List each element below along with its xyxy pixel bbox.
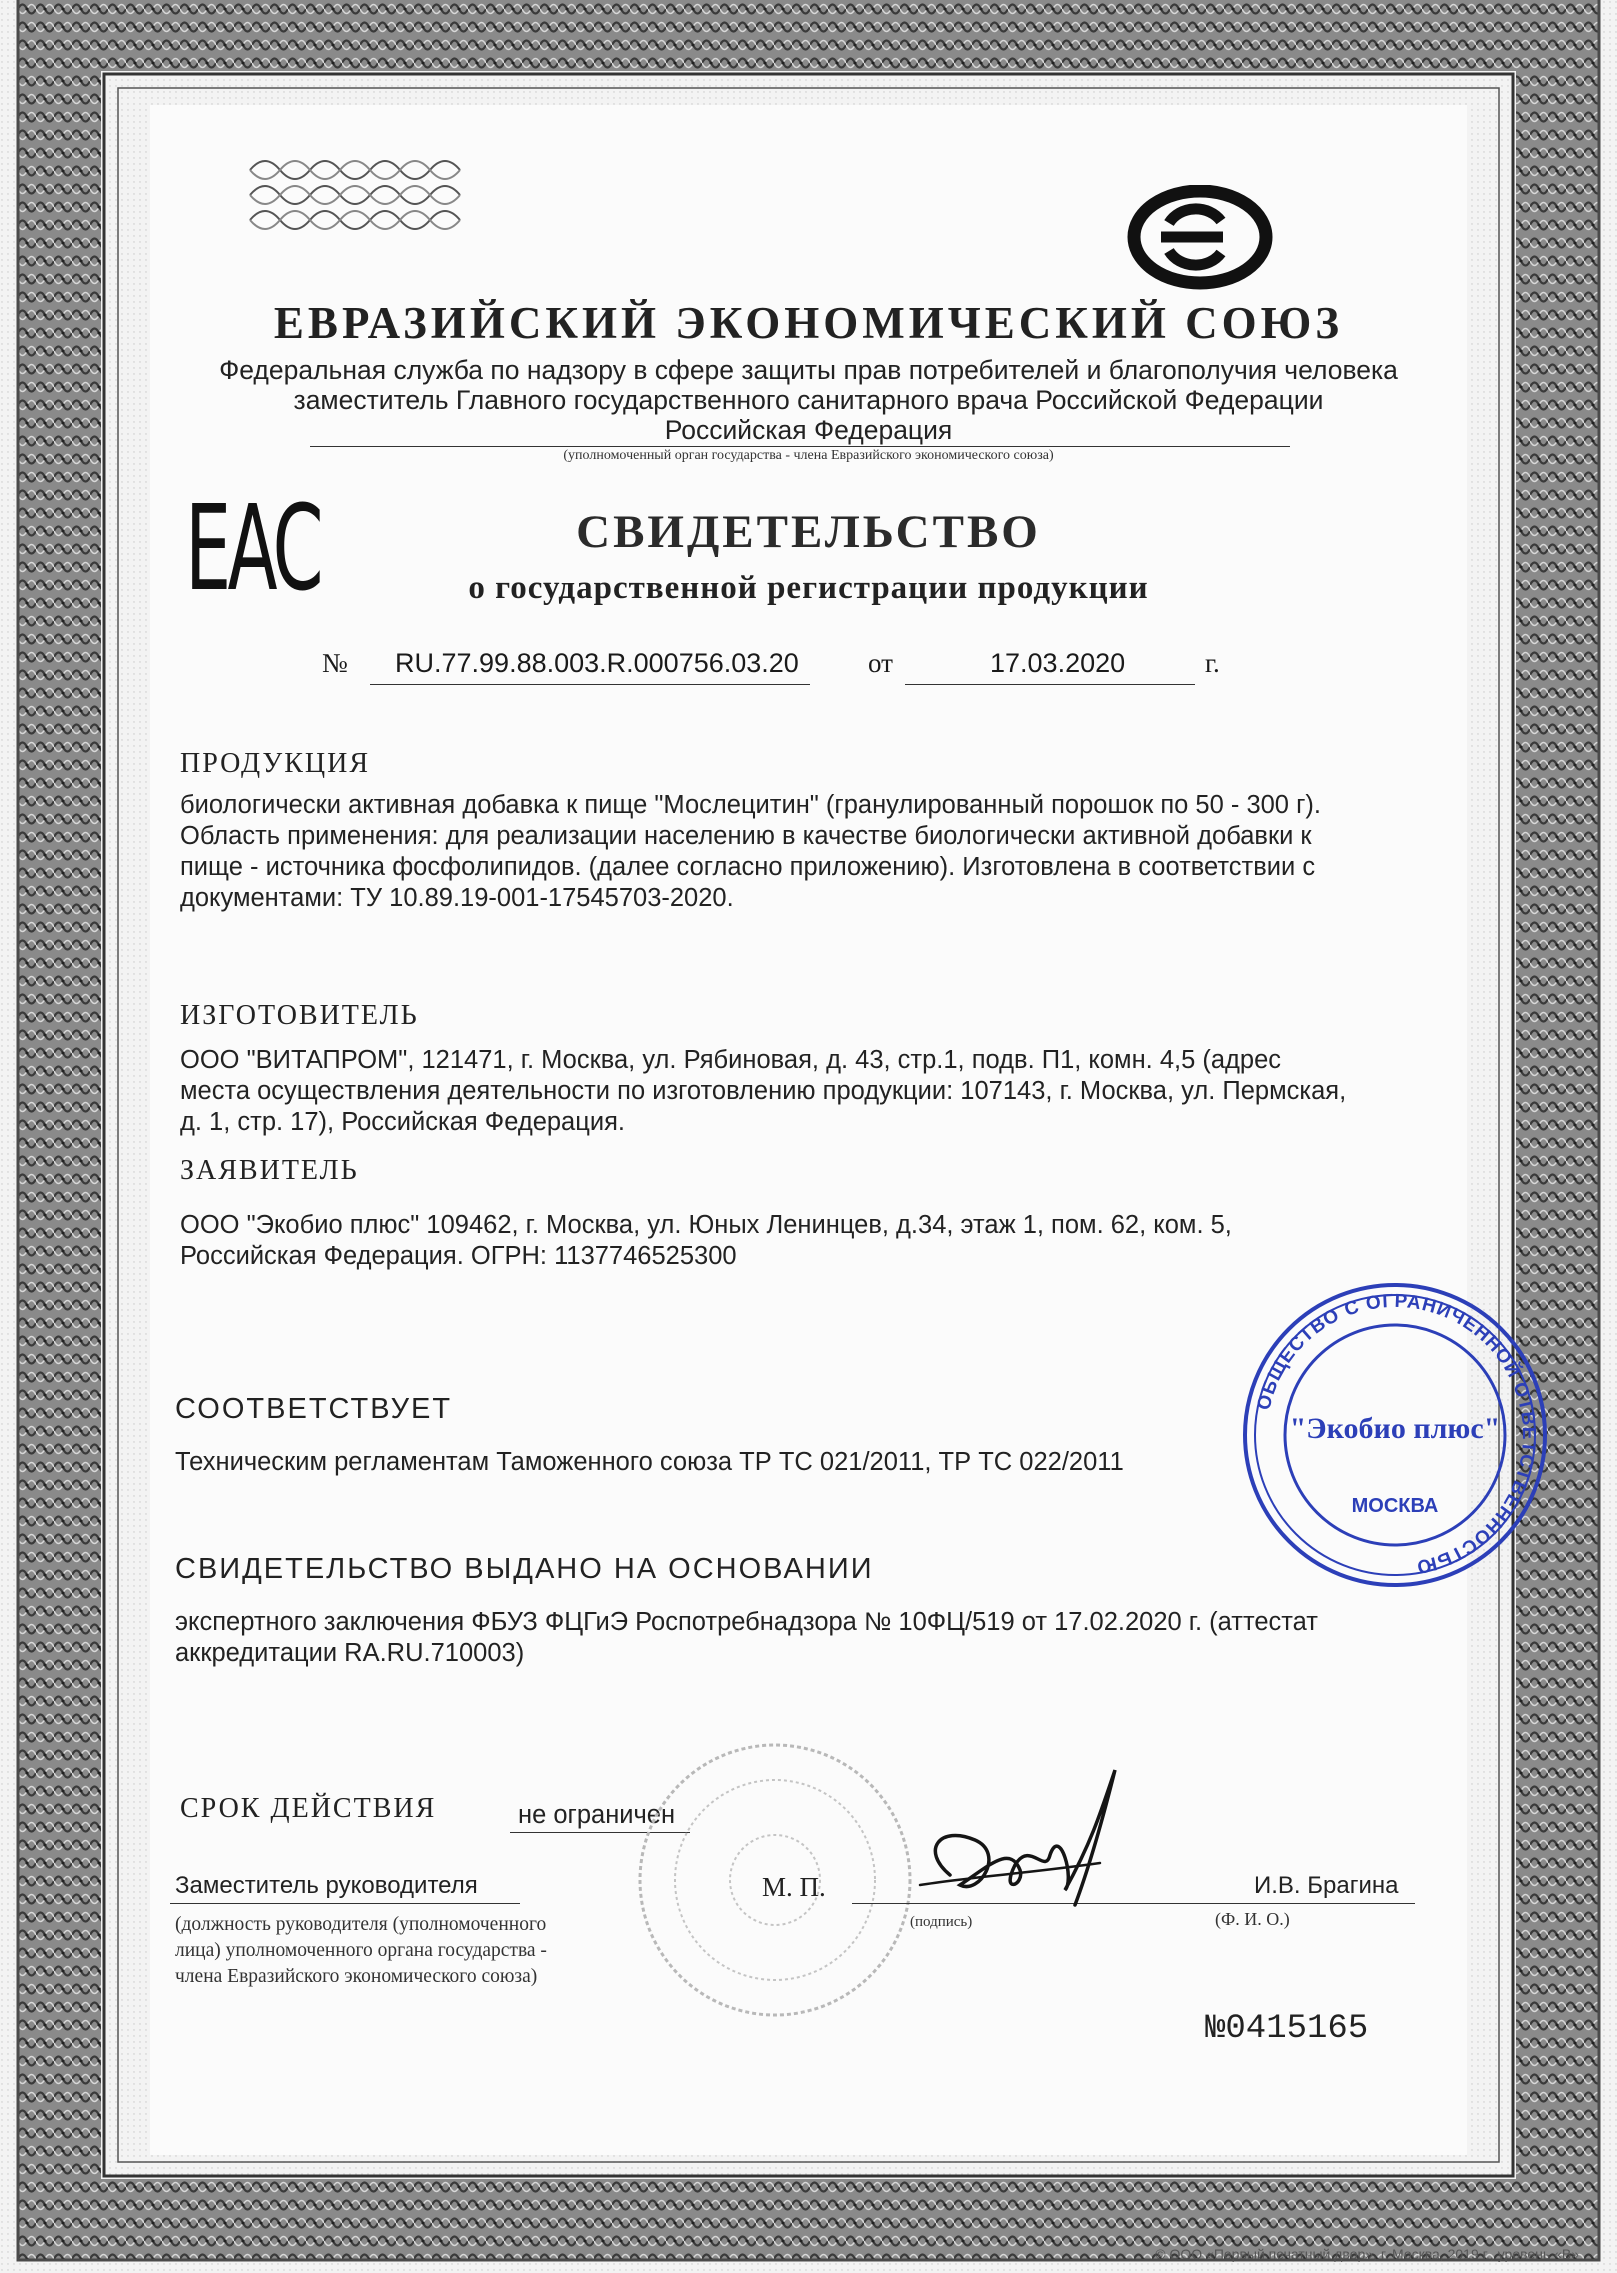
name-caption: (Ф. И. О.) [1215, 1909, 1290, 1929]
signatory-caption [175, 1912, 547, 1990]
conformity-mark-icon [1125, 185, 1275, 290]
product-line: документами: ТУ 10.89.19-001-17545703-2020. [180, 884, 734, 912]
basis-text [175, 1607, 1318, 1669]
signatory-caption-line: члена Евразийского экономического союза) [175, 1966, 538, 1987]
conforms-text [175, 1447, 1124, 1478]
signatory-name: И.В. Брагина [1254, 1872, 1399, 1899]
applicant-line: ООО "Экобио плюс" 109462, г. Москва, ул. Юных Ленинцев, д.34, этаж 1, пом. 62, ком. 5, [180, 1211, 1232, 1239]
product-header: ПРОДУКЦИЯ [180, 748, 371, 779]
agency-line-1: Федеральная служба по надзору в сфере защиты прав потребителей и благополучия человека [219, 355, 1398, 385]
blank-number: №0415165 [1205, 2010, 1369, 2048]
conforms-line: Техническим регламентам Таможенного союза ТР ТС 021/2011, ТР ТС 022/2011 [175, 1448, 1124, 1476]
from-label: от [868, 648, 893, 678]
authority-note: (уполномоченный орган государства - члена Евразийского экономического союза) [563, 448, 1054, 463]
position-underline [170, 1903, 520, 1904]
number-prefix: № [322, 648, 348, 678]
conforms-header: СООТВЕТСТВУЕТ [175, 1393, 453, 1425]
number-underline [370, 684, 810, 685]
product-line: биологически активная добавка к пище "Мослецитин" (гранулированный порошок по 50 - 300 г). [180, 791, 1321, 819]
guilloche-rosette [240, 150, 490, 240]
certificate-title: СВИДЕТЕЛЬСТВО [576, 506, 1041, 558]
applicant-line: Российская Федерация. ОГРН: 1137746525300 [180, 1242, 737, 1270]
basis-line: аккредитации RA.RU.710003) [175, 1639, 525, 1667]
company-stamp [1230, 1270, 1560, 1600]
eac-mark: EAC [185, 479, 320, 617]
stamp-ring-text: ОБЩЕСТВО С ОГРАНИЧЕННОЙ ОТВЕТСТВЕННОСТЬЮ [1253, 1290, 1540, 1578]
stamp-company-name: "Экобио плюс" [1289, 1412, 1501, 1445]
year-suffix: г. [1205, 648, 1220, 678]
signatory-caption-line: лица) уполномоченного органа государства - [175, 1940, 547, 1961]
printer-note: © ООО «Первый печатный двор», г. Москва, 2019 г., уровень «В» [1155, 2246, 1579, 2262]
validity-header: СРОК ДЕЙСТВИЯ [180, 1793, 437, 1824]
certificate-date: 17.03.2020 [990, 648, 1126, 678]
union-title: ЕВРАЗИЙСКИЙ ЭКОНОМИЧЕСКИЙ СОЮЗ [273, 298, 1344, 348]
product-line: пище - источника фосфолипидов. (далее согласно приложению). Изготовлена в соответствии с [180, 853, 1316, 881]
certificate-subtitle: о государственной регистрации продукции [468, 570, 1149, 606]
basis-line: экспертного заключения ФБУЗ ФЦГиЭ Роспотребнадзора № 10ФЦ/519 от 17.02.2020 г. (аттестат [175, 1608, 1318, 1636]
stamp-city: МОСКВА [1351, 1495, 1439, 1517]
name-underline [1195, 1903, 1415, 1904]
applicant-text [180, 1210, 1232, 1272]
manufacturer-line: ООО "ВИТАПРОМ", 121471, г. Москва, ул. Рябиновая, д. 43, стр.1, подв. П1, комн. 4,5 (адрес [180, 1046, 1282, 1074]
manufacturer-header: ИЗГОТОВИТЕЛЬ [180, 1000, 419, 1031]
product-line: Область применения: для реализации населению в качестве биологически активной добавки к [180, 822, 1312, 850]
manufacturer-line: места осуществления деятельности по изготовлению продукции: 107143, г. Москва, ул. Пермская, [180, 1077, 1347, 1105]
applicant-header: ЗАЯВИТЕЛЬ [180, 1155, 359, 1186]
basis-header: СВИДЕТЕЛЬСТВО ВЫДАНО НА ОСНОВАНИИ [175, 1553, 874, 1585]
certificate-number: RU.77.99.88.003.R.000756.03.20 [395, 648, 799, 678]
manufacturer-line: д. 1, стр. 17), Российская Федерация. [180, 1108, 625, 1136]
validity-value: не ограничен [518, 1801, 676, 1829]
product-text [180, 790, 1321, 914]
signatory-caption-line: (должность руководителя (уполномоченного [175, 1914, 547, 1935]
handwritten-signature [900, 1755, 1140, 1930]
signatory-position: Заместитель руководителя [175, 1872, 478, 1899]
date-underline [905, 684, 1195, 685]
signature-caption: (подпись) [910, 1914, 973, 1930]
agency-underline [310, 446, 1290, 447]
agency-line-3: Российская Федерация [664, 415, 953, 445]
manufacturer-text [180, 1045, 1346, 1138]
agency-line-2: заместитель Главного государственного санитарного врача Российской Федерации [293, 385, 1324, 415]
mp-label: М. П. [762, 1872, 826, 1902]
